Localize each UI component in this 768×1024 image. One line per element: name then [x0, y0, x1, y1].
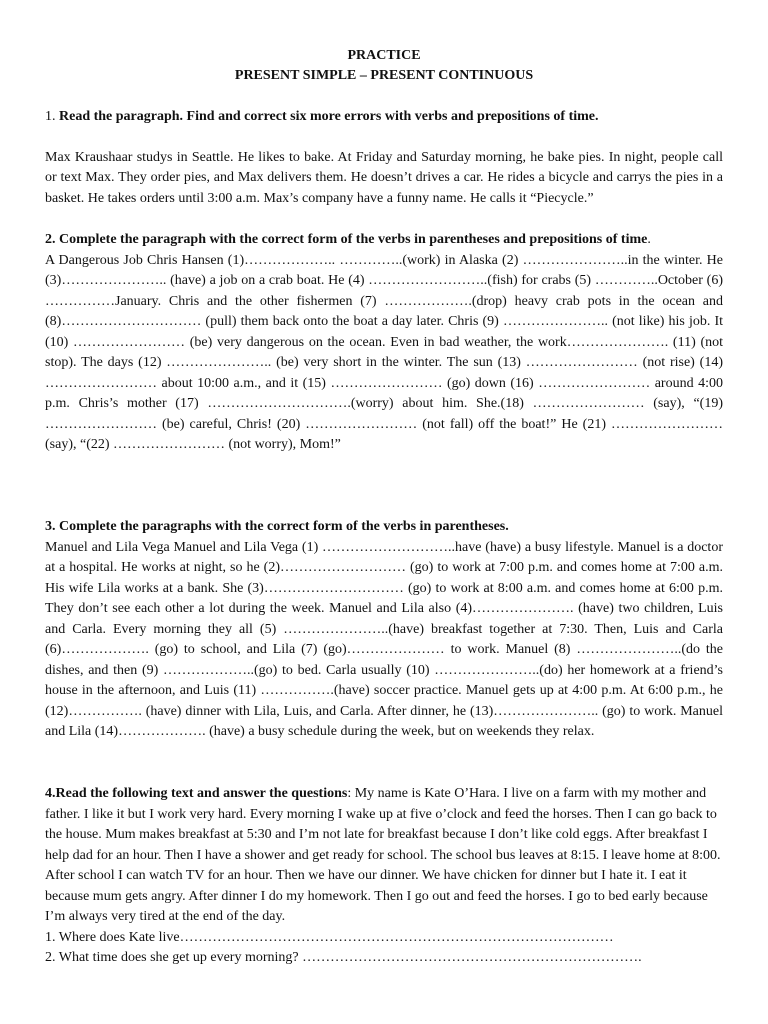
section-3 — [45, 517, 723, 743]
section-4-instruction: 4.Read the following text and answer the questions — [45, 786, 348, 801]
question-2: 2. What time does she get up every morning? ………………………………………………………………. — [45, 950, 642, 965]
section-1 — [45, 107, 723, 209]
worksheet-subtitle: PRESENT SIMPLE – PRESENT CONTINUOUS — [234, 68, 534, 83]
section-2-instruction: 2. Complete the paragraph with the correct form of the verbs in parentheses and prepositions of time — [45, 232, 648, 247]
worksheet-title: PRACTICE — [347, 48, 421, 63]
section-1-heading — [45, 107, 723, 128]
section-4 — [45, 784, 723, 969]
section-3-heading — [45, 517, 723, 538]
worksheet-header — [45, 46, 723, 86]
section-1-instruction: Read the paragraph. Find and correct six more errors with verbs and prepositions of time. — [59, 109, 599, 124]
section-3-paragraph: Manuel and Lila Vega Manuel and Lila Vega (1) ………………………..have (have) a busy lifestyle. Manuel is a doctor at a hospital. He works at night, so he (2)……………………… (go) to work at 7:00 p.m. and comes home at 7:00 a.m. His wife Lila works at a bank. She (3)………………………… (go) to work at 8:00 a.m. and comes home at 6:00 p.m. They don’t see each other a lot during the week. Manuel and Lila also (4)…………………. (have) two children, Luis and Carla. Every morning they all (5) …………………..(have) breakfast together at 7:30. Then, Luis and Carla (6)………………. (go) to school, and Lila (7) (go)………………… to work. Manuel (8) …………………..(do the dishes, and then (9) ………………..(go) to bed. Carla usually (10) …………………..(do) her homework at a friend’s house in the afternoon, and Luis (11) …………….(have) soccer practice. Manuel gets up at 4:00 p.m. At 6:00 p.m., he (12)……………. (have) dinner with Lila, Luis, and Carla. After dinner, he (13)………………….. (go) to work. Manuel and Lila (14)………………. (have) a busy schedule during the week, but on weekends they relax. — [45, 539, 723, 739]
section-2 — [45, 230, 723, 456]
section-2-heading: 2. Complete the paragraph with the correct form of the verbs in parentheses and prepositions of time. — [45, 232, 651, 247]
section-2-paragraph: A Dangerous Job Chris Hansen (1)……………….. …………..(work) in Alaska (2) …………………..in the winter. He (3)………………….. (have) a job on a crab boat. He (4) ……………………..(fish) for crabs (5) …………..October (6) ……………January. Chris and the other fishermen (7) ……………….(drop) heavy crab pots in the ocean and (8)………………………… (pull) them back onto the boat a day later. Chris (9) ………………….. (not like) his job. It (10) …………………… (be) very dangerous on the ocean. Even in bad weather, the work…………………. (11) (not stop). The days (12) ………………….. (be) very short in the winter. The sun (13) …………………… (not rise) (14) …………………… about 10:00 a.m., and it (15) …………………… (go) down (16) …………………… around 4:00 p.m. Chris’s mother (17) ………………………….(worry) about him. She.(18) …………………… (say), “(19) …………………… (be) careful, Chris! (20) …………………… (not fall) off the boat!” He (21) …………………… (say), “(22) …………………… (not worry), Mom!” — [45, 252, 723, 452]
section-1-paragraph: Max Kraushaar studys in Seattle. He likes to bake. At Friday and Saturday morning, he bake pies. In night, people call or text Max. They order pies, and Max delivers them. He doesn’t drives a car. He rides a bicycle and carrys the pies in a basket. He takes orders until 3:00 a.m. Max’s company have a funny name. He calls it “Piecycle.” — [45, 149, 723, 206]
section-1-number: 1. — [45, 109, 59, 124]
section-3-instruction: 3. Complete the paragraphs with the correct form of the verbs in parentheses. — [45, 519, 509, 534]
section-4-paragraph: 4.Read the following text and answer the questions: My name is Kate O’Hara. I live on a farm with my mother and father. I like it but I work very hard. Every morning I wake up at five o’clock and feed the horses. Then I can go back to the house. Mum makes breakfast at 5:30 and I’m not late for breakfast because I don’t like cold eggs. After breakfast I help dad for an hour. Then I have a shower and get ready for school. The school bus leaves at 8:15. I leave home at 8:00. After school I can watch TV for an hour. Then we have our dinner. We have chicken for dinner but I hate it. I eat it because mum gets angry. After dinner I do my homework. Then I go out and feed the horses. I go to bed early because I’m always very tired at the end of the day. — [45, 786, 721, 924]
question-1: 1. Where does Kate live………………………………………………………………………………… — [45, 929, 614, 945]
section-4-text: My name is Kate O’Hara. I live on a farm with my mother and father. I like it but I work very hard. Every morning I wake up at five o’clock and feed the horses. Then I can go back to the house. Mum makes breakfast at 5:30 and I’m not late for breakfast because I don’t like cold eggs. After breakfast I help dad for an hour. Then I have a shower and get ready for school. The school bus leaves at 8:15. I leave home at 8:00. After school I can watch TV for an hour. Then we have our dinner. We have chicken for dinner but I hate it. I eat it because mum gets angry. After dinner I do my homework. Then I go out and feed the horses. I go to bed early because I’m always very tired at the end of the day. — [45, 786, 721, 924]
